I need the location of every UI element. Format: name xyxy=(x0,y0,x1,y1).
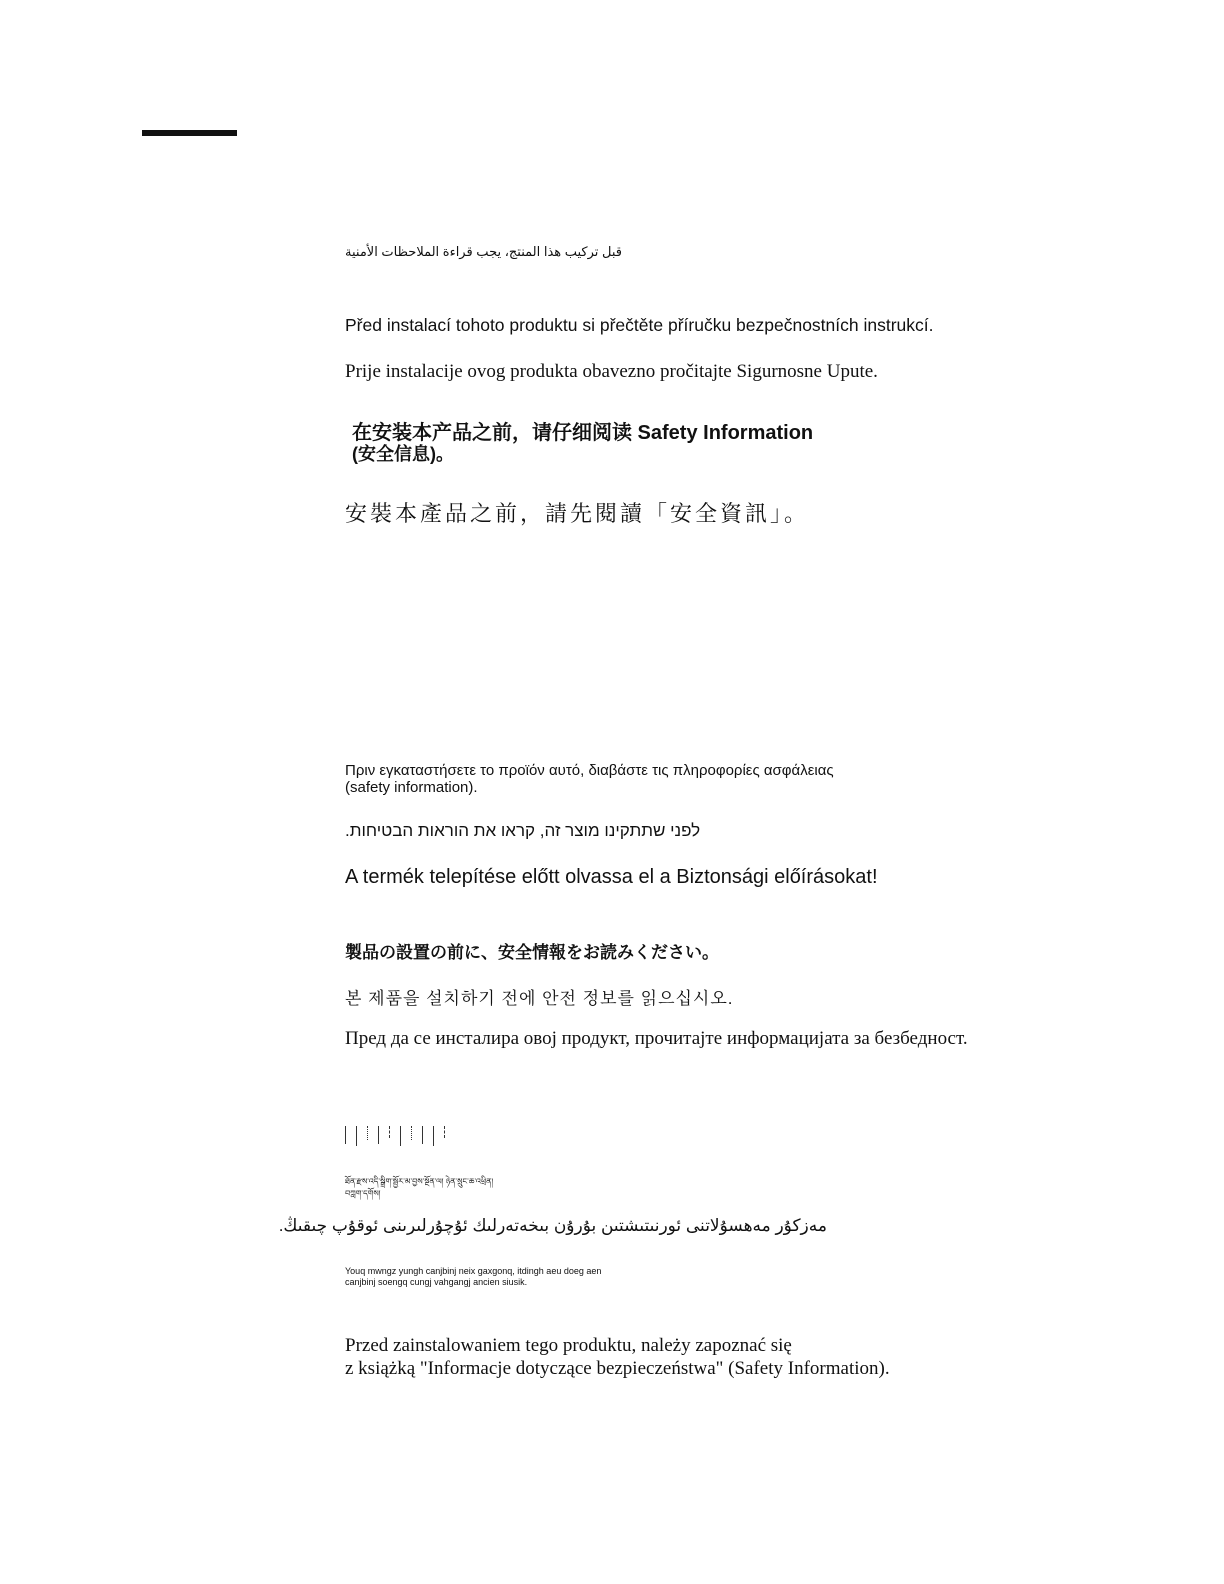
vertical-script-glyph xyxy=(367,1126,372,1140)
vertical-script-glyph xyxy=(400,1126,405,1146)
notice-hebrew: לפני שתתקינו מוצר זה, קראו את הוראות הבטיחות. xyxy=(345,821,701,840)
notice-polish-line1: Przed zainstalowaniem tego produktu, należy zapoznać się xyxy=(345,1335,792,1356)
notice-chinese-simplified-line2: (安全信息)。 xyxy=(352,444,454,464)
notice-chinese-traditional: 安裝本產品之前，請先閱讀「安全資訊」。 xyxy=(345,501,810,526)
vertical-script-glyph xyxy=(422,1126,427,1144)
notice-polish-line2: z książką "Informacje dotyczące bezpieczeństwa" (Safety Information). xyxy=(345,1358,890,1379)
notice-croatian: Prije instalacije ovog produkta obavezno pročitajte Sigurnosne Upute. xyxy=(345,361,878,382)
vertical-script-glyph xyxy=(389,1126,394,1138)
vertical-script-glyph xyxy=(444,1126,449,1138)
vertical-script-glyph xyxy=(345,1126,350,1144)
vertical-script-glyph xyxy=(378,1126,383,1144)
notice-zhuang-line1: Youq mwngz yungh canjbinj neix gaxgonq, itdingh aeu doeg aen xyxy=(345,1266,602,1276)
notice-macedonian: Пред да се инсталира овој продукт, прочитајте информацијата за безбедност. xyxy=(345,1028,968,1049)
vertical-script-glyph xyxy=(411,1126,416,1140)
notice-japanese: 製品の設置の前に、安全情報をお読みください。 xyxy=(345,943,719,962)
notice-hungarian: A termék telepítése előtt olvassa el a Biztonsági előírásokat! xyxy=(345,866,878,888)
notice-greek-line1: Πριν εγκαταστήσετε το προϊόν αυτό, διαβάστε τις πληροφορίες ασφάλειας xyxy=(345,762,834,779)
notice-zhuang-line2: canjbinj soengq cungj vahgangj ancien siusik. xyxy=(345,1277,528,1287)
notice-greek-line2: (safety information). xyxy=(345,779,478,796)
notice-arabic: قبل تركيب هذا المنتج، يجب قراءة الملاحظات الأمنية xyxy=(345,244,622,259)
notice-tibetan-line1: ཐོན་རྫས་འདི་སྒྲིག་སྦྱོར་མ་བྱས་སྔོན་ལ། ཉེན་སྲུང་ཆ་འཕྲིན། xyxy=(345,1177,494,1186)
section-divider xyxy=(142,130,237,136)
vertical-script-glyph xyxy=(356,1126,361,1146)
notice-uyghur: مەزكۇر مەھسۇلاتنى ئورنىتىشتىن بۇرۇن بىخەتەرلىك ئۇچۇرلىرىنى ئوقۇپ چىقىڭ. xyxy=(278,1216,827,1235)
notice-tibetan-line2: བཀླག་དགོས། xyxy=(345,1189,381,1198)
notice-korean: 본 제품을 설치하기 전에 안전 정보를 읽으십시오. xyxy=(345,989,734,1008)
notice-chinese-simplified-line1: 在安装本产品之前，请仔细阅读 Safety Information xyxy=(352,422,814,444)
notice-mongolian-vertical-script xyxy=(345,1126,449,1146)
notice-czech: Před instalací tohoto produktu si přečtěte příručku bezpečnostních instrukcí. xyxy=(345,315,934,335)
vertical-script-glyph xyxy=(433,1126,438,1146)
